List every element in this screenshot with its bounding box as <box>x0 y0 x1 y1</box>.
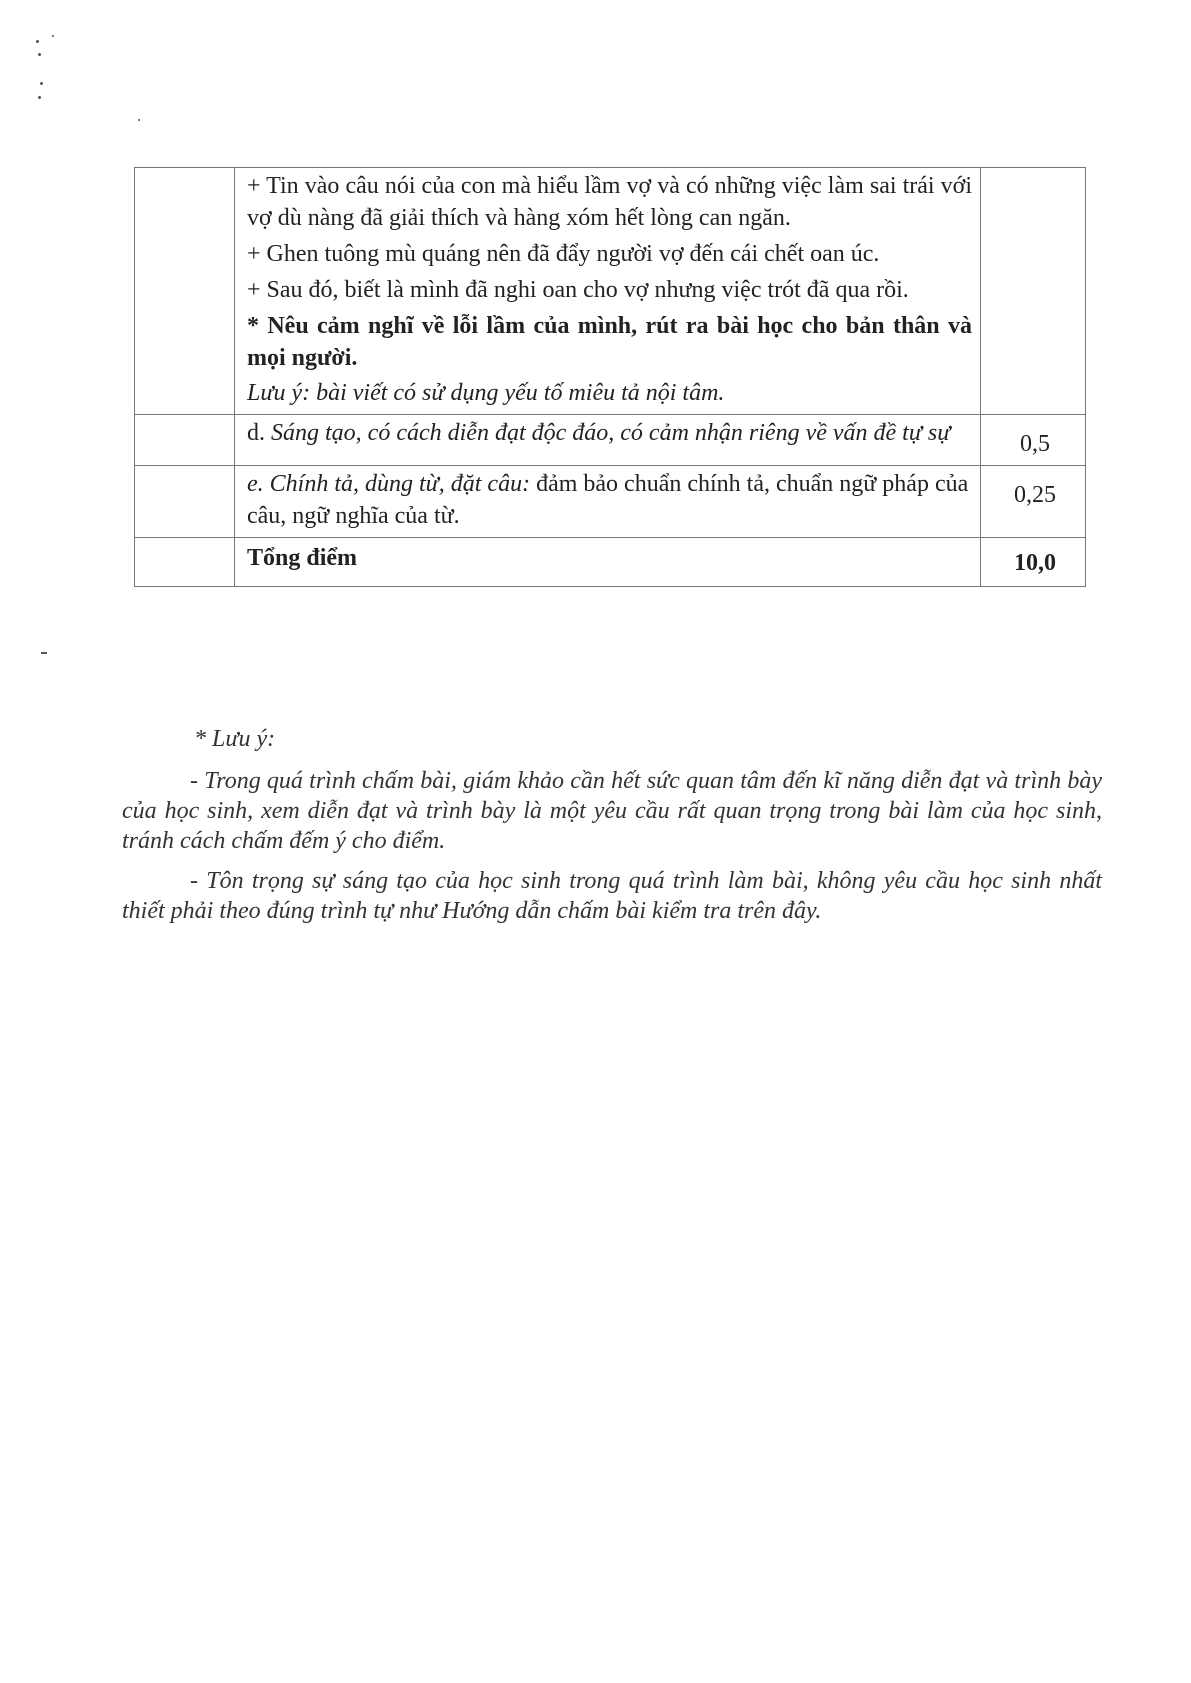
content-cell <box>235 415 981 466</box>
requirement-line: * Nêu cảm nghĩ về lỗi lầm của mình, rút ra bài học cho bản thân và mọi người. <box>247 312 972 371</box>
notes-section <box>122 724 1102 936</box>
table-row <box>135 168 1086 415</box>
score-cell: 0,25 <box>981 466 1086 538</box>
scan-speck <box>40 82 43 85</box>
score-cell: 0,5 <box>981 415 1086 466</box>
scan-speck <box>41 652 47 654</box>
total-score: 10,0 <box>981 538 1086 587</box>
total-label-cell <box>235 538 981 587</box>
total-row <box>135 538 1086 587</box>
note-line: Lưu ý: bài viết có sử dụng yếu tố miêu tả nội tâm. <box>247 380 725 407</box>
notes-paragraph: - Trong quá trình chấm bài, giám khảo cần hết sức quan tâm đến kĩ năng diễn đạt và trình bày của học sinh, xem diễn đạt và trình bày là một yêu cầu rất quan trọng trong bài làm của học sinh, tránh cách chấm đếm ý cho điểm. <box>122 768 1102 854</box>
item-label: e. Chính tả, dùng từ, đặt câu: <box>247 471 531 498</box>
part-cell <box>135 415 235 466</box>
item-prefix: d. <box>247 420 265 447</box>
scan-speck <box>38 96 41 99</box>
grading-rubric-table <box>134 167 1086 587</box>
score-cell <box>981 168 1086 415</box>
scan-speck <box>36 40 39 43</box>
table-row <box>135 466 1086 538</box>
item-text: Sáng tạo, có cách diễn đạt độc đáo, có cảm nhận riêng về vấn đề tự sự <box>271 420 951 447</box>
scan-speck <box>38 53 41 56</box>
content-line: + Sau đó, biết là mình đã nghi oan cho vợ nhưng việc trót đã qua rồi. <box>247 276 909 303</box>
notes-heading: * Lưu ý: <box>194 726 276 752</box>
scan-speck <box>52 35 54 37</box>
content-cell <box>235 168 981 415</box>
notes-paragraph: - Tôn trọng sự sáng tạo của học sinh trong quá trình làm bài, không yêu cầu học sinh nhất thiết phải theo đúng trình tự như Hướng dẫn chấm bài kiểm tra trên đây. <box>122 868 1102 924</box>
table-row <box>135 415 1086 466</box>
item-text: đảm bảo chuẩn chính tả, chuẩn ngữ pháp của câu, ngữ nghĩa của từ. <box>247 471 969 530</box>
content-line: + Ghen tuông mù quáng nên đã đẩy người vợ đến cái chết oan úc. <box>247 240 880 267</box>
part-cell <box>135 466 235 538</box>
content-cell <box>235 466 981 538</box>
total-label: Tổng điểm <box>247 545 358 572</box>
scan-speck <box>138 119 140 121</box>
part-cell <box>135 538 235 587</box>
part-cell <box>135 168 235 415</box>
content-line: + Tin vào câu nói của con mà hiểu lầm vợ và có những việc làm sai trái với vợ dù nàng đã giải thích và hàng xóm hết lòng can ngăn. <box>247 173 972 231</box>
